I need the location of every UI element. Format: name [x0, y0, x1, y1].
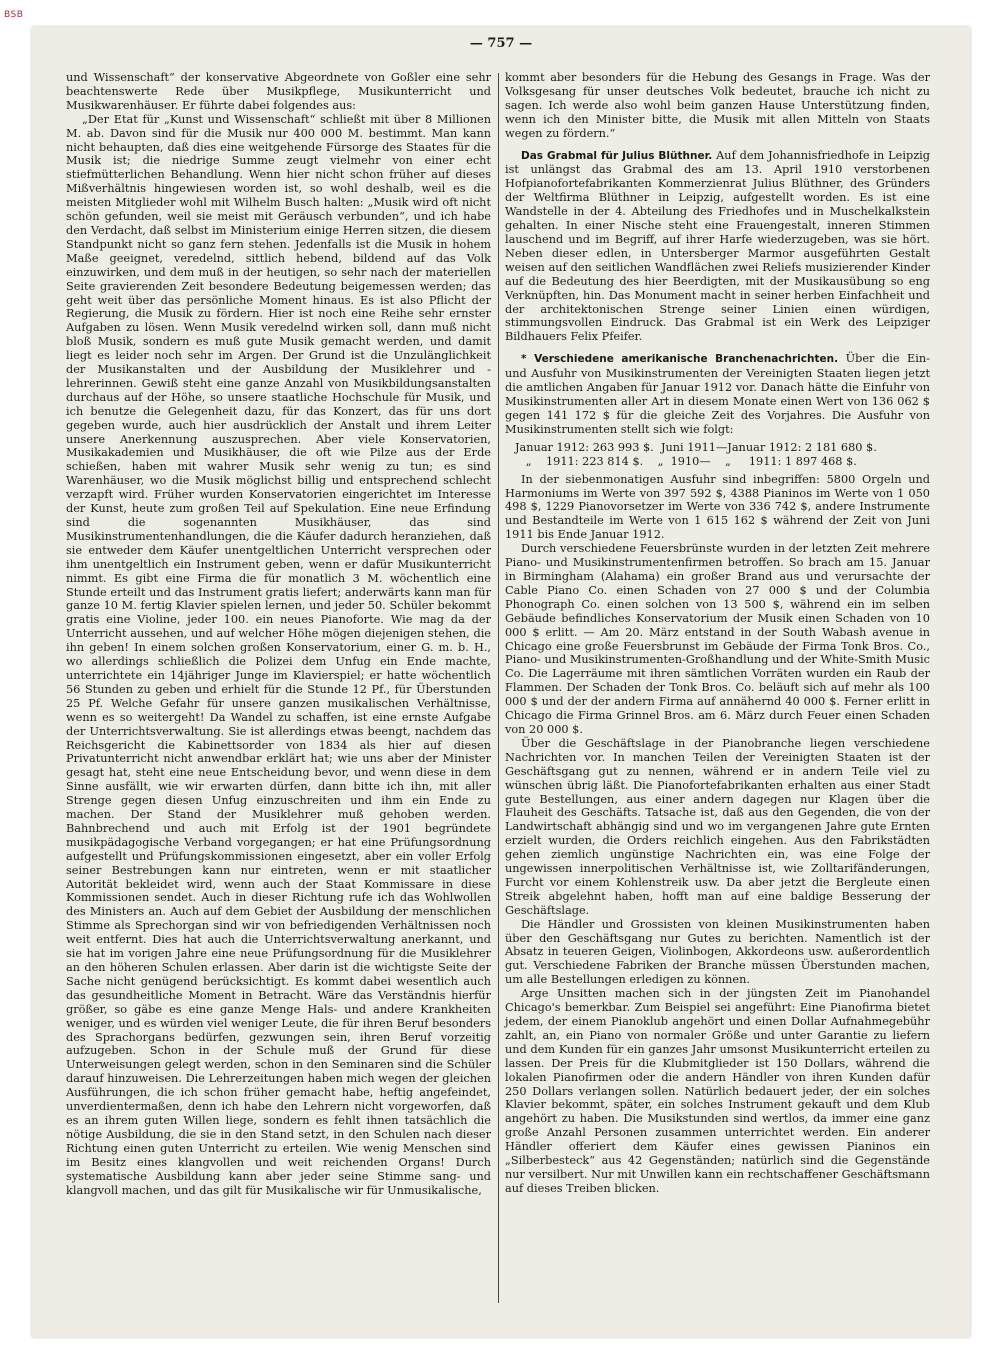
right-paragraph-fires: Durch verschiedene Feuersbrünste wurden in der letzten Zeit mehrere Piano- und Musikinstrumentenfirmen betroffen. So brach am 15. Januar in Birmingham (Alahama) ein großer Brand aus und verursachte der Cable Piano Co. einen Schaden von 27 000 $ und der Columbia Phonograph Co. einen solchen von 13 500 $, während ein im selben Gebäude befindliches Konservatorium der Musik einen Schaden von 10 000 $ erlitt. — Am 20. März entstand in der South Wabash avenue in Chicago eine große Feuersbrunst im Gebäude der Firma Tonk Bros. Co., Piano- und Musikinstrumenten-Großhandlung und der White-Smith Music Co. Die Lagerräume mit ihren sämtlichen Vorräten wurden ein Raub der Flammen. Der Schaden der Tonk Bros. Co. beläuft sich auf mehr als 100 000 $ und der der andern Firma auf annähernd 40 000 $. Ferner erlitt in Chicago die Firma Grinnel Bros. am 6. März durch Feuer einen Schaden von 20 000 $. — [505, 542, 930, 736]
export-row-1: Januar 1912: 263 993 $. Juni 1911—Januar 1912: 2 181 680 $. — [515, 440, 877, 454]
right-paragraph-exports: In der siebenmonatigen Ausfuhr sind inbegriffen: 5800 Orgeln und Harmoniums im Werte von 397 592 $, 4388 Pianinos im Werte von 1 050 498 $, 1229 Pianovorsetzer im Werte von 336 742 $, andere Instrumente und Bestandteile im Werte von 1 615 162 $ während der Zeit von Juni 1911 bis Ende Januar 1912. — [505, 472, 930, 542]
left-paragraph-speech: „Der Etat für „Kunst und Wissenschaft“ schließt mit über 8 Millionen M. ab. Davon sind für die Musik nur 400 000 M. bestimmt. Man kann nicht behaupten, daß dies eine weitgehende Fürsorge des Staates für die Musik ist; die niedrige Summe zeugt vielmehr von einer echt stiefmütterlichen Behandlung. Wenn hier nicht schon früher auf dieses Mißverhältnis hingewiesen worden ist, so wohl deshalb, weil es die meisten Mitglieder wohl mit Wilhelm Busch halten: „Musik wird oft nicht schön gefunden, weil sie meist mit Geräusch verbunden“, und ich habe den Verdacht, daß selbst im Ministerium einige Herren sitzen, die diesem Standpunkt nicht so ganz fern stehen. Jedenfalls ist die Musik in hohem Maße geeignet, veredelnd, sittlich hebend, bildend auf das Volk einzuwirken, und dem muß in der heutigen, so sehr nach der materiellen Seite gravierenden Zeit besondere Bedeutung beigemessen werden; das geht weit über das persönliche Moment hinaus. Es ist also Pflicht der Regierung, die Musik zu fördern. Hier ist noch eine Reihe sehr ernster Aufgaben zu lösen. Wenn Musik veredelnd wirken soll, dann muß nicht bloß Musik, sondern es muß gute Musik gemacht werden, und damit liegt es leider noch sehr im Argen. Der Grund ist die Unzulänglichkeit der Musikanstalten und der Ausbildung der Musiklehrer und -lehrerinnen. Gewiß steht eine ganze Anzahl von Musikbildungsanstalten durchaus auf der Höhe, so unsere staatliche Hochschule für Musik, und ich benutze die Gelegenheit dazu, für das Konzert, das für uns dort gegeben wurde, auch hier ausdrücklich der Anstalt und ihrem Leiter unsere Anerkennung auszusprechen. Aber viele Konservatorien, Musikakademien und Musikhäuser, die oft wie Pilze aus der Erde schießen, haben mit wahrer Musik sehr wenig zu tun; es sind Warenhäuser, wo die Musik möglichst billig und entsprechend schlecht verzapft wird. Früher wurden Konservatorien eingerichtet im Interesse der Kunst, heute zum großen Teil auf Spekulation. Eine neue Erfindung sind die sogenannten Musikhäuser, das sind Musikinstrumentenhandlungen, die die Käufer dadurch heranziehen, daß sie entweder dem Käufer unentgeltlichen Unterricht versprechen oder ihm unentgeltlich ein Instrument geben, wenn er dafür Musikunterricht nimmt. Es gibt eine Firma die für monatlich 3 M. wöchentlich eine Stunde erteilt und das Instrument gratis liefert; anderwärts kann man für ganze 10 M. fertig Klavier spielen lernen, und jeder 50. Schüler bekommt gratis eine Violine, jeder 100. ein neues Pianoforte. Wie mag da der Unterricht aussehen, und auf welcher Höhe mögen diejenigen stehen, die ihn geben! In einem solchen großen Konservatorium, einer G. m. b. H., wo allerdings schließlich die Polizei dem Unfug ein Ende machte, unterrichtete ein 14jähriger Junge im Klavierspiel; er hatte wöchentlich 56 Stunden zu geben und erhielt für die Stunde 12 Pf., für Überstunden 25 Pf. Welche Gefahr für unsere ganzen musikalischen Verhältnisse, wenn es so weitergeht! Da Wandel zu schaffen, ist eine ernste Aufgabe der Unterrichtsverwaltung. Sie ist allerdings etwas beengt, nachdem das Reichsgericht die Kabinettsorder von 1834 als hier auf diesen Privatunterricht nicht anwendbar erklärt hat; wie uns aber der Minister gesagt hat, steht eine neue Entscheidung bevor, und wenn diese in dem Sinne ausfällt, wie wir erwarten dürfen, dann bitte ich ihn, mit aller Strenge gegen diesen Unfug einzuschreiten und ihm ein Ende zu machen. Der Stand der Musiklehrer muß gehoben werden. Bahnbrechend und auch mit Erfolg ist der 1901 begründete musikpädagogische Verband vorgegangen; er hat eine Prüfungsordnung aufgestellt und Prüfungskommissionen eingesetzt, aber ein voller Erfolg seiner Bestrebungen kann nur eintreten, wenn er mit staatlicher Autorität bekleidet wird, wenn auch der Staat Kommissare in diese Kommissionen sendet. Auch in dieser Richtung rufe ich das Wohlwollen des Ministers an. Auch auf dem Gebiet der Ausbildung der menschlichen Stimme als Sprechorgan sind wir von befriedigenden Verhältnissen noch weit entfernt. Dies hat auch die Unterrichtsverwaltung anerkannt, und sie hat im vorigen Jahre eine neue Prüfungsordnung für die Musiklehrer an den höheren Schulen erlassen. Aber darin ist die wichtigste Seite der Sache nicht genügend berücksichtigt. Es kommt dabei wesentlich auch das gesundheitliche Moment in Betracht. Wäre das Verständnis hierfür größer, so gäbe es eine ganze Menge Hals- und andere Krankheiten weniger, und es würden viel weniger Leute, die für ihren Beruf besonders des Sprachorgans bedürfen, gezwungen sein, ihren Beruf vorzeitig aufzugeben. Schon in der Schule muß der Grund für diese Unterweisungen gelegt werden, schon in den Seminaren sind die Schüler darauf hinzuweisen. Die Lehrerzeitungen haben mich wegen der gleichen Ausführungen, die ich schon früher gemacht habe, heftig angefeindet, unverdientermaßen, denn ich habe den Lehrern nicht vorgeworfen, daß es an ihrem guten Willen liege, sondern es fehlt ihnen tatsächlich die nötige Ausbildung, die sie in den Stand setzt, in den Schulen nach dieser Richtung einen guten Unterricht zu erteilen. Wie wenig Menschen sind im Besitz eines klangvollen und weit reichenden Organs! Durch systematische Ausbildung kann aber jeder seine Stimme sang- und klangvoll machen, und das gilt für Musikalische wir für Unmusikalische, — [66, 112, 491, 1197]
bluethner-article — [505, 149, 930, 345]
export-row-2: „ 1911: 223 814 $. „ 1910— „ 1911: 1 897 468 $. — [515, 454, 857, 468]
column-divider — [498, 73, 499, 1303]
bluethner-text: Auf dem Johannisfriedhofe in Leipzig ist unlängst das Grabmal des am 13. April 1910 verstorbenen Hofpianofortefabrikanten Kommerzienrat Julius Blüthner, des Gründers der Weltfirma Blüthner in Leipzig, aufgestellt worden. Es ist eine Wandstelle in der 4. Abteilung des Friedhofes und in Muschelkalkstein gehalten. In einer Nische steht eine Frauengestalt, inneren Stimmen lauschend und im Begriff, auf ihrer Harfe wiederzugeben, was sie hört. Neben dieser edlen, in Untersberger Marmor ausgeführten Gestalt weisen auf den seitlichen Wandflächen zwei Reliefs musizierender Kinder auf die Bedeutung des hier Beerdigten, mit der Musikausübung so eng Verknüpften, hin. Das Monument macht in seiner herben Einfachheit und der architektonischen Strenge seiner Linien einen würdigen, stimmungsvollen Eindruck. Das Grabmal ist ein Werk des Leipziger Bildhauers Felix Pfeifer. — [505, 148, 931, 344]
left-column — [66, 71, 491, 1197]
page-number: — 757 — — [469, 36, 533, 51]
bluethner-heading: Das Grabmal für Julius Blüthner. — [521, 149, 713, 162]
right-paragraph-business: Über die Geschäftslage in der Pianobranche liegen verschiedene Nachrichten vor. In manchen Teilen der Vereinigten Staaten ist der Geschäftsgang gut zu nennen, während er in andern Teile viel zu wünschen übrig läßt. Die Pianofortefabrikanten erhalten aus einer Stadt gute Bestellungen, aus einer andern dagegen nur Klagen über die Flauheit des Geschäfts. Tatsache ist, daß aus den Gegenden, die von der Landwirtschaft abhängig sind und wo im vergangenen Jahre gute Ernten erzielt wurden, die Orders reichlich eingehen. Aus den Fabrikstädten gehen ziemlich ungünstige Nachrichten ein, was eine Folge der ungewissen innerpolitischen Verhältnisse ist, wie Zolltarifänderungen, Furcht vor einem Kohlenstreik usw. Da aber jetzt die Bergleute einen Streik abgelehnt haben, hofft man auf eine baldige Besserung der Geschäftslage. — [505, 736, 930, 917]
american-news-heading: * Verschiedene amerikanische Branchenachrichten. — [521, 353, 839, 366]
left-paragraph-intro: und Wissenschaft“ der konservative Abgeordnete von Goßler eine sehr beachtenswerte Rede über Musikpflege, Musikunterricht und Musikwarenhäuser. Er führte dabei folgendes aus: — [66, 71, 491, 112]
library-mark: BSB — [4, 10, 24, 20]
scanned-page — [32, 27, 970, 1337]
export-figures — [515, 441, 930, 469]
right-paragraph-dealers: Die Händler und Grossisten von kleinen Musikinstrumenten haben über den Geschäftsgang nur Gutes zu berichten. Namentlich ist der Absatz in teueren Geigen, Violinbogen, Akkordeons usw. außerordentlich gut. Verschiedene Fabriken der Branche müssen Überstunden machen, um alle Bestellungen erledigen zu können. — [505, 917, 930, 987]
right-paragraph-chicago: Arge Unsitten machen sich in der jüngsten Zeit im Pianohandel Chicago's bemerkbar. Zum Beispiel sei angeführt: Eine Pianofirma bietet jedem, der einem Pianoklub angehört und einen Dollar Aufnahmegebühr zahlt, an, ein Piano von normaler Größe und unter Garantie zu liefern und dem Kunden für ein ganzes Jahr umsonst Musikunterricht erteilen zu lassen. Der Preis für die Klubmitglieder ist 150 Dollars, während die lokalen Pianofirmen oder die andern Händler von ihren Kunden dafür 250 Dollars verlangen sollen. Natürlich bedauert jeder, der ein solches Klavier bekommt, später, ein solches Instrument gekauft und dem Klub angehört zu haben. Die Musikstunden sind wertlos, da immer eine ganz große Anzahl Personen zusammen unterrichtet werden. Ein anderer Händler offeriert dem Käufer eines gewissen Pianinos ein „Silberbesteck“ aus 42 Gegenständen; natürlich sind die Gegenstände nur versilbert. Nur mit Unwillen kann ein rechtschaffener Geschäftsmann auf dieses Treiben blicken. — [505, 987, 930, 1195]
american-news-intro: Über die Ein- und Ausfuhr von Musikinstrumenten der Vereinigten Staaten liegen jetzt die amtlichen Angaben für Januar 1912 vor. Danach hätte die Einfuhr von Musikinstrumenten aller Art in diesem Monate einen Wert von 136 062 $ gegen 141 172 $ für die gleiche Zeit des Vorjahres. Die Ausfuhr von Musikinstrumenten stellt sich wie folgt: — [505, 352, 930, 436]
right-column — [505, 71, 930, 1196]
right-continuation: kommt aber besonders für die Hebung des Gesangs in Frage. Was der Volksgesang für unser deutsches Volk bedeutet, brauche ich nicht zu sagen. Ich werde also wohl beim ganzen Hause Unterstützung finden, wenn ich den Minister bitte, die Musik mit allen Mitteln von Staats wegen zu fördern.“ — [505, 71, 930, 140]
american-news-article — [505, 352, 930, 436]
